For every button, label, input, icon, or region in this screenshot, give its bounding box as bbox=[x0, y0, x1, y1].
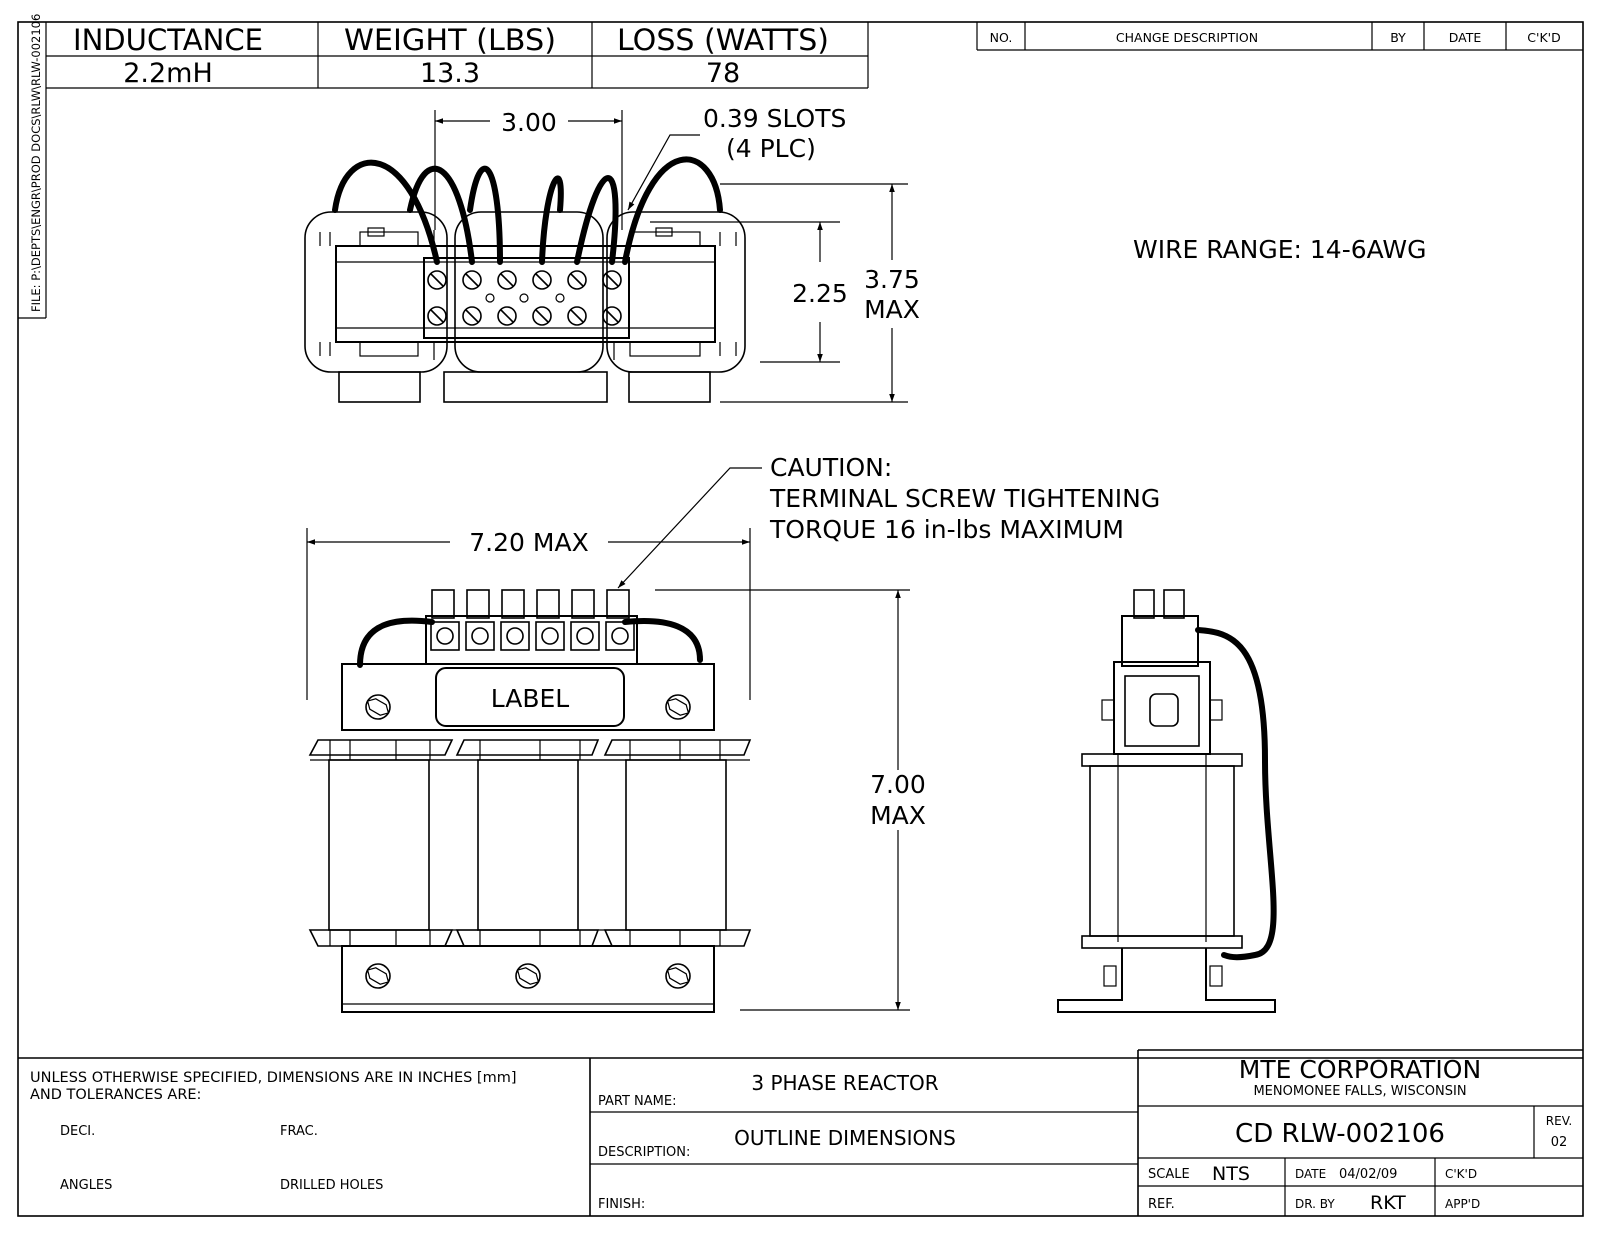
dim-3-75: 3.75 bbox=[864, 265, 920, 294]
caution-line2: TERMINAL SCREW TIGHTENING bbox=[770, 484, 1161, 513]
sheet-border bbox=[18, 22, 1583, 1216]
company-location: MENOMONEE FALLS, WISCONSIN bbox=[1253, 1084, 1467, 1099]
revision-table bbox=[977, 22, 1583, 50]
angles-label: ANGLES bbox=[60, 1178, 113, 1193]
description: OUTLINE DIMENSIONS bbox=[734, 1126, 956, 1150]
specs-table bbox=[46, 22, 868, 89]
front-view bbox=[307, 453, 1160, 1012]
title-block bbox=[18, 1050, 1583, 1216]
frac-label: FRAC. bbox=[280, 1124, 318, 1139]
spec-header-weight: WEIGHT (LBS) bbox=[344, 23, 556, 57]
rev-label: REV. bbox=[1545, 1114, 1573, 1128]
revision-header-by: BY bbox=[1390, 30, 1406, 45]
scale-label: SCALE bbox=[1148, 1167, 1190, 1182]
spec-value-loss: 78 bbox=[705, 58, 741, 89]
label-plate-text: LABEL bbox=[490, 684, 570, 713]
spec-value-weight: 13.3 bbox=[419, 58, 481, 89]
top-terminal-screws bbox=[428, 271, 621, 325]
drawn-by-value: RKT bbox=[1370, 1192, 1406, 1214]
top-view bbox=[305, 104, 920, 402]
deci-label: DECI. bbox=[60, 1124, 96, 1139]
appd-label: APP'D bbox=[1445, 1197, 1481, 1211]
front-terminal-block bbox=[426, 590, 637, 664]
file-path-text: FILE: P:\DEPTS\ENGR\PROD DOCS\RLW\RLW-002106 bbox=[29, 13, 43, 312]
ckd-label: C'K'D bbox=[1445, 1167, 1478, 1181]
revision-header-ckd: C'K'D bbox=[1527, 30, 1561, 45]
dim-3-00: 3.00 bbox=[501, 108, 557, 137]
finish-label: FINISH: bbox=[598, 1197, 646, 1212]
part-name-label: PART NAME: bbox=[598, 1094, 677, 1109]
caution-line1: CAUTION: bbox=[770, 453, 893, 482]
ref-label: REF. bbox=[1148, 1197, 1175, 1212]
caution-line3: TORQUE 16 in-lbs MAXIMUM bbox=[770, 515, 1125, 544]
drilled-holes-label: DRILLED HOLES bbox=[280, 1178, 384, 1193]
upper-flanges bbox=[310, 740, 750, 760]
file-path-strip bbox=[18, 14, 46, 318]
spec-value-inductance: 2.2mH bbox=[123, 58, 213, 89]
revision-header-description: CHANGE DESCRIPTION bbox=[1115, 30, 1259, 45]
revision-header-no: NO. bbox=[989, 30, 1013, 45]
dim-7-00: 7.00 bbox=[870, 770, 926, 799]
spec-header-loss: LOSS (WATTS) bbox=[617, 23, 829, 57]
dim-3-75-max: MAX bbox=[864, 295, 920, 324]
tolerance-line1: UNLESS OTHERWISE SPECIFIED, DIMENSIONS ARE IN INCHES [mm] bbox=[30, 1070, 517, 1086]
spec-header-inductance: INDUCTANCE bbox=[73, 23, 263, 57]
drawing-number: CD RLW-002106 bbox=[1235, 1119, 1445, 1149]
dim-2-25: 2.25 bbox=[792, 279, 848, 308]
rev-value: 02 bbox=[1550, 1135, 1568, 1150]
wire-range-note: WIRE RANGE: 14-6AWG bbox=[1133, 235, 1427, 264]
tolerance-line2: AND TOLERANCES ARE: bbox=[30, 1087, 202, 1103]
side-view bbox=[1058, 590, 1275, 1012]
date-value: 04/02/09 bbox=[1339, 1167, 1398, 1182]
lower-flanges bbox=[310, 930, 750, 946]
date-label: DATE bbox=[1295, 1167, 1327, 1181]
revision-header-date: DATE bbox=[1448, 30, 1482, 45]
dim-7-20: 7.20 MAX bbox=[469, 528, 589, 557]
base-bolts bbox=[365, 964, 692, 988]
drawn-by-label: DR. BY bbox=[1295, 1197, 1335, 1211]
part-name: 3 PHASE REACTOR bbox=[751, 1071, 939, 1095]
description-label: DESCRIPTION: bbox=[598, 1145, 691, 1160]
scale-value: NTS bbox=[1212, 1163, 1250, 1185]
slots-note-line2: (4 PLC) bbox=[726, 134, 816, 163]
dim-7-00-max: MAX bbox=[870, 801, 926, 830]
slots-note-line1: 0.39 SLOTS bbox=[703, 104, 847, 133]
company-name: MTE CORPORATION bbox=[1238, 1055, 1482, 1084]
